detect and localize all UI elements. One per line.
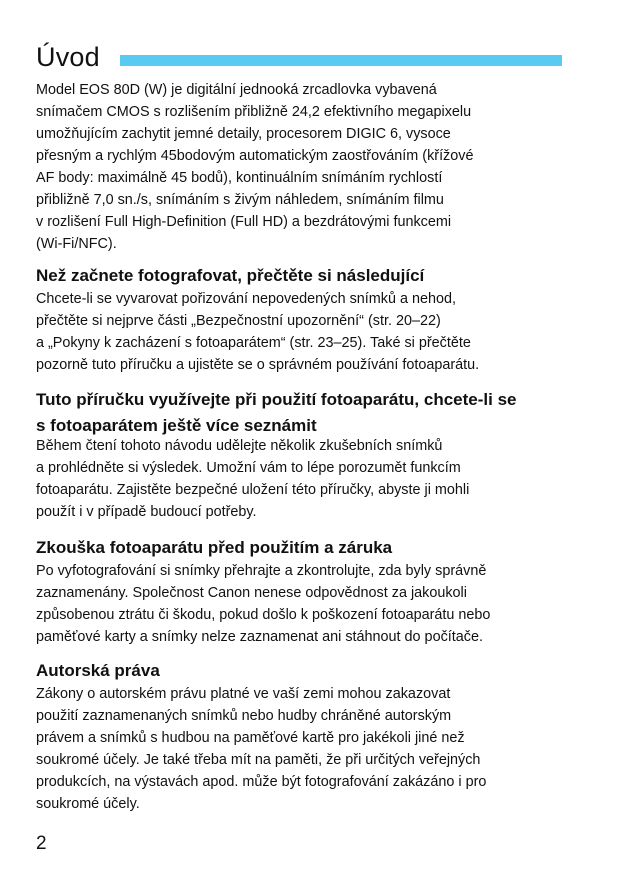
heading-line: Autorská práva [36, 661, 160, 680]
body-line: paměťové karty a snímky nelze zaznamenat ani stáhnout do počítače. [36, 629, 483, 645]
section-heading-read-first [36, 263, 566, 289]
page-number: 2 [36, 833, 47, 854]
body-line: a prohlédněte si výsledek. Umožní vám to lépe porozumět funkcím [36, 460, 461, 476]
section-heading-test-warranty [36, 535, 566, 561]
heading-line: Zkouška fotoaparátu před použitím a záruka [36, 538, 393, 557]
body-line: právem a snímků s hudbou na paměťové kartě pro jakékoli jiné než [36, 730, 465, 746]
intro-line: Model EOS 80D (W) je digitální jednooká zrcadlovka vybavená [36, 82, 437, 98]
intro-paragraph [36, 79, 566, 255]
section-heading-get-familiar [36, 387, 566, 439]
heading-line: Tuto příručku využívejte při použití fotoaparátu, chcete-li se [36, 390, 517, 409]
body-line: pozorně tuto příručku a ujistěte se o správném používání fotoaparátu. [36, 357, 480, 373]
intro-line: AF body: maximálně 45 bodů), kontinuálním snímáním rychlostí [36, 170, 443, 186]
intro-line: v rozlišení Full High-Definition (Full HD) a bezdrátovými funkcemi [36, 214, 452, 230]
body-line: zaznamenány. Společnost Canon nenese odpovědnost za jakoukoli [36, 585, 467, 601]
body-line: Během čtení tohoto návodu udělejte několik zkušebních snímků [36, 438, 443, 454]
body-line: soukromé účely. Je také třeba mít na paměti, že při určitých veřejných [36, 752, 481, 768]
page-title: Úvod [36, 42, 100, 72]
intro-line: přesným a rychlým 45bodovým automatickým zaostřováním (křížové [36, 148, 474, 164]
intro-line: snímačem CMOS s rozlišením přibližně 24,2 efektivního megapixelu [36, 104, 472, 120]
body-line: produkcích, na výstavách apod. může být fotografování zakázáno i pro [36, 774, 487, 790]
title-row [36, 40, 562, 74]
title-accent-bar [120, 55, 562, 66]
body-line: použít i v případě budoucí potřeby. [36, 504, 257, 520]
body-line: Po vyfotografování si snímky přehrajte a zkontrolujte, zda byly správně [36, 563, 487, 579]
intro-line: (Wi-Fi/NFC). [36, 236, 117, 252]
heading-line: s fotoaparátem ještě více seznámit [36, 416, 317, 435]
section-body-copyright [36, 683, 566, 815]
body-line: přečtěte si nejprve části „Bezpečnostní upozornění“ (str. 20–22) [36, 313, 441, 329]
body-line: Zákony o autorském právu platné ve vaší zemi mohou zakazovat [36, 686, 451, 702]
section-heading-copyright [36, 658, 566, 684]
section-body-read-first [36, 288, 566, 376]
heading-line: Než začnete fotografovat, přečtěte si následující [36, 266, 425, 285]
body-line: způsobenou ztrátu či škodu, pokud došlo k poškození fotoaparátu nebo [36, 607, 491, 623]
body-line: použití zaznamenaných snímků nebo hudby chráněné autorským [36, 708, 452, 724]
body-line: a „Pokyny k zacházení s fotoaparátem“ (str. 23–25). Také si přečtěte [36, 335, 471, 351]
body-line: Chcete-li se vyvarovat pořizování nepovedených snímků a nehod, [36, 291, 456, 307]
body-line: fotoaparátu. Zajistěte bezpečné uložení této příručky, abyste ji mohli [36, 482, 470, 498]
intro-line: umožňujícím zachytit jemné detaily, procesorem DIGIC 6, vysoce [36, 126, 451, 142]
section-body-test-warranty [36, 560, 566, 648]
body-line: soukromé účely. [36, 796, 140, 812]
section-body-get-familiar [36, 435, 566, 523]
intro-line: přibližně 7,0 sn./s, snímáním s živým náhledem, snímáním filmu [36, 192, 444, 208]
